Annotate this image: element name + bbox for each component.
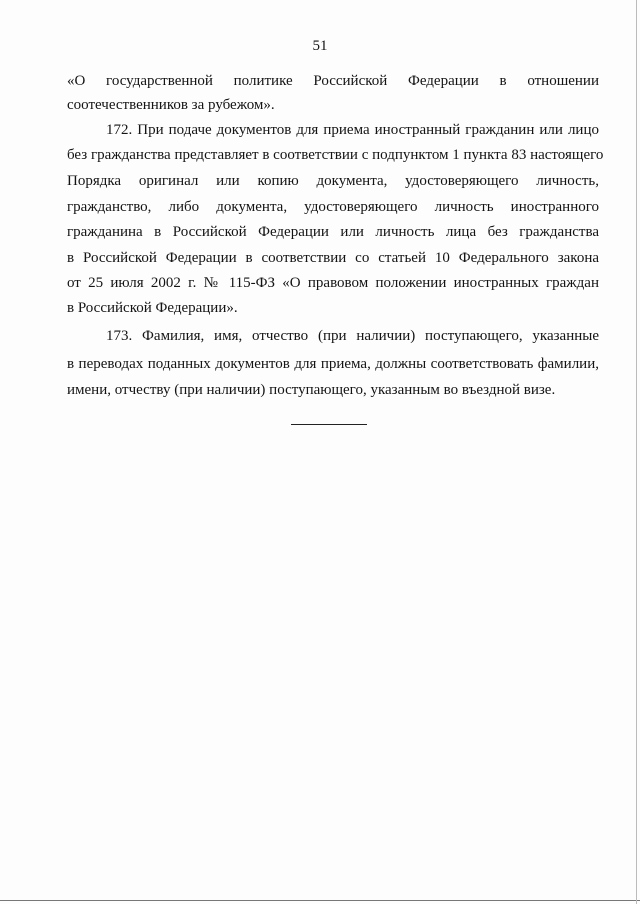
text-line: соотечественников за рубежом». — [67, 97, 275, 113]
text-line: Порядка оригинал или копию документа, удостоверяющего личность, — [67, 173, 599, 189]
text-line: в Российской Федерации». — [67, 300, 238, 316]
text-line: в переводах поданных документов для приема, должны соответствовать фамилии, — [67, 356, 599, 372]
text-line: имени, отчеству (при наличии) поступающего, указанным во въездной визе. — [67, 382, 556, 398]
page-number: 51 — [312, 38, 328, 54]
scan-bottom-edge — [0, 900, 640, 901]
scan-right-edge — [636, 0, 637, 904]
text-line: гражданство, либо документа, удостоверяющего личность иностранного — [67, 199, 599, 215]
text-line: в Российской Федерации в соответствии со статьей 10 Федерального закона — [67, 250, 599, 266]
text-line: от 25 июля 2002 г. № 115-ФЗ «О правовом положении иностранных граждан — [67, 275, 599, 291]
paragraph-172-first-line: 172. При подаче документов для приема иностранный гражданин или лицо — [106, 122, 599, 138]
text-line: «О государственной политике Российской Федерации в отношении — [67, 73, 599, 89]
text-line: без гражданства представляет в соответствии с подпунктом 1 пункта 83 настоящего — [67, 147, 604, 163]
paragraph-173-first-line: 173. Фамилия, имя, отчество (при наличии) поступающего, указанные — [106, 328, 599, 344]
end-of-text-rule — [291, 424, 367, 425]
text-line: гражданина в Российской Федерации или личность лица без гражданства — [67, 224, 599, 240]
